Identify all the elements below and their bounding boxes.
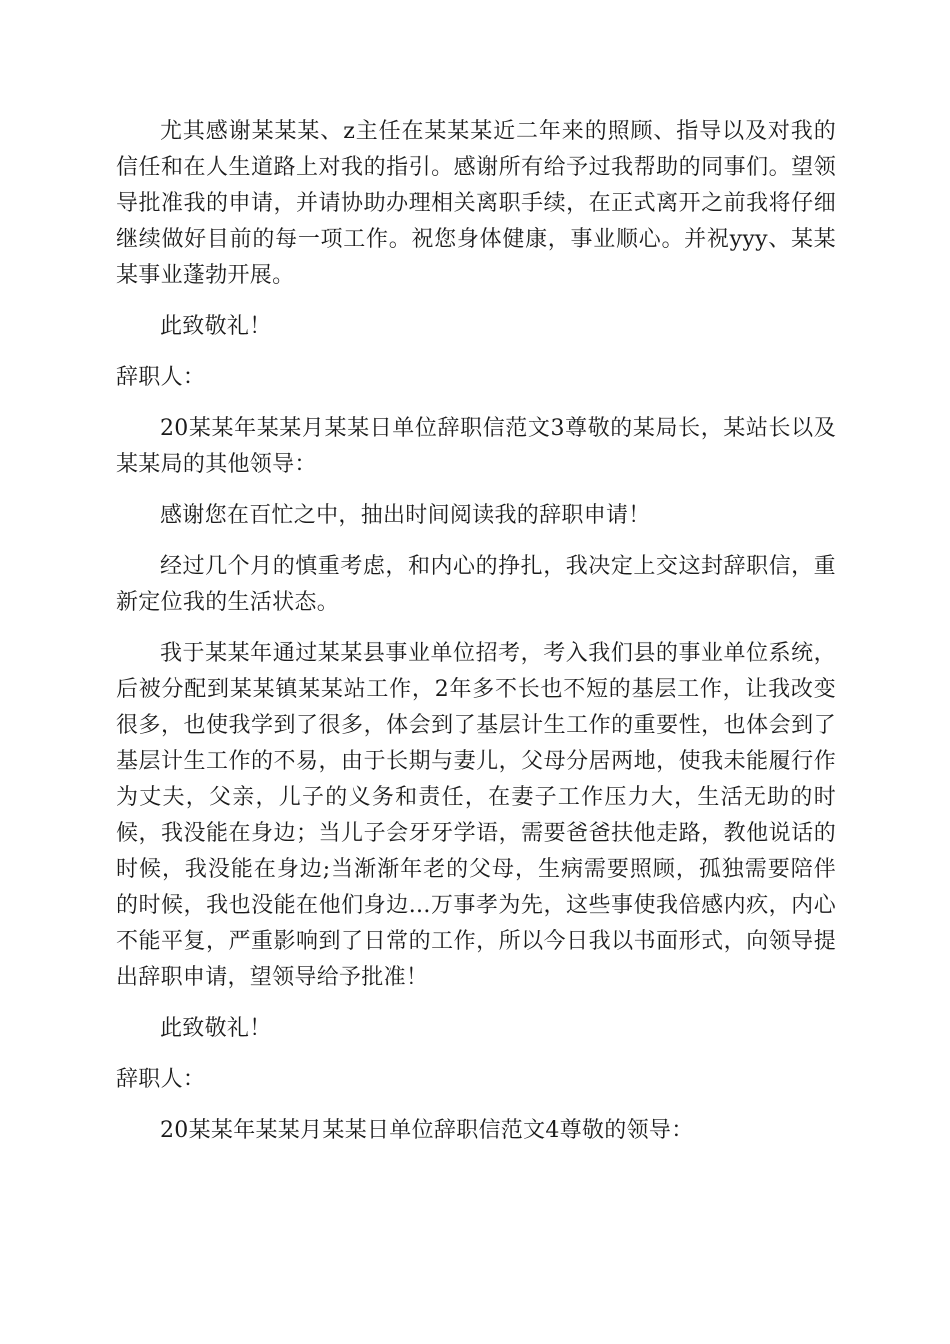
- paragraph-gratitude: 感谢您在百忙之中，抽出时间阅读我的辞职申请！: [160, 503, 651, 528]
- paragraph-reason: 我于某某年通过某某县事业单位招考，考入我们县的事业单位系统，后被分配到某某镇某某站工作，2年多不长也不短的基层工作，让我改变很多，也使我学到了很多，体会到了基层计生工作的重要性，也体会到了基层计生工作的不易，由于长期与妻儿，父母分居两地，使我未能履行作为丈夫，父亲，儿子的义务和责任，在妻子工作压力大，生活无助的时候，我没能在身边；当儿子会牙牙学语，需要爸爸扶他走路，教他说话的时候，我没能在身边;当渐渐年老的父母，生病需要照顾，孤独需要陪伴的时候，我也没能在他们身边...万事孝为先，这些事使我倍感内疚，内心不能平复，严重影响到了日常的工作，所以今日我以书面形式，向领导提出辞职申请，望领导给予批准！: [116, 641, 836, 990]
- document-page: [116, 114, 836, 1164]
- paragraph-signature-label: 辞职人：: [116, 365, 206, 390]
- paragraph-date-heading-2: 20某某年某某月某某日单位辞职信范文4尊敬的领导：: [160, 1118, 694, 1143]
- paragraph-signature-label-2: 辞职人：: [116, 1067, 206, 1092]
- paragraph-closing-salute: 此致敬礼！: [160, 314, 272, 339]
- paragraph-decision: 经过几个月的慎重考虑，和内心的挣扎，我决定上交这封辞职信，重新定位我的生活状态。: [116, 554, 836, 615]
- paragraph-thanks: 尤其感谢某某某、z主任在某某某近二年来的照顾、指导以及对我的信任和在人生道路上对我的指引。感谢所有给予过我帮助的同事们。望领导批准我的申请，并请协助办理相关离职手续，在正式离开之前我将仔细继续做好目前的每一项工作。祝您身体健康，事业顺心。并祝yyy、某某某事业蓬勃开展。: [116, 119, 836, 288]
- paragraph-date-heading: 20某某年某某月某某日单位辞职信范文3尊敬的某局长，某站长以及某某局的其他领导：: [116, 416, 836, 477]
- paragraph-closing-salute-2: 此致敬礼！: [160, 1016, 272, 1041]
